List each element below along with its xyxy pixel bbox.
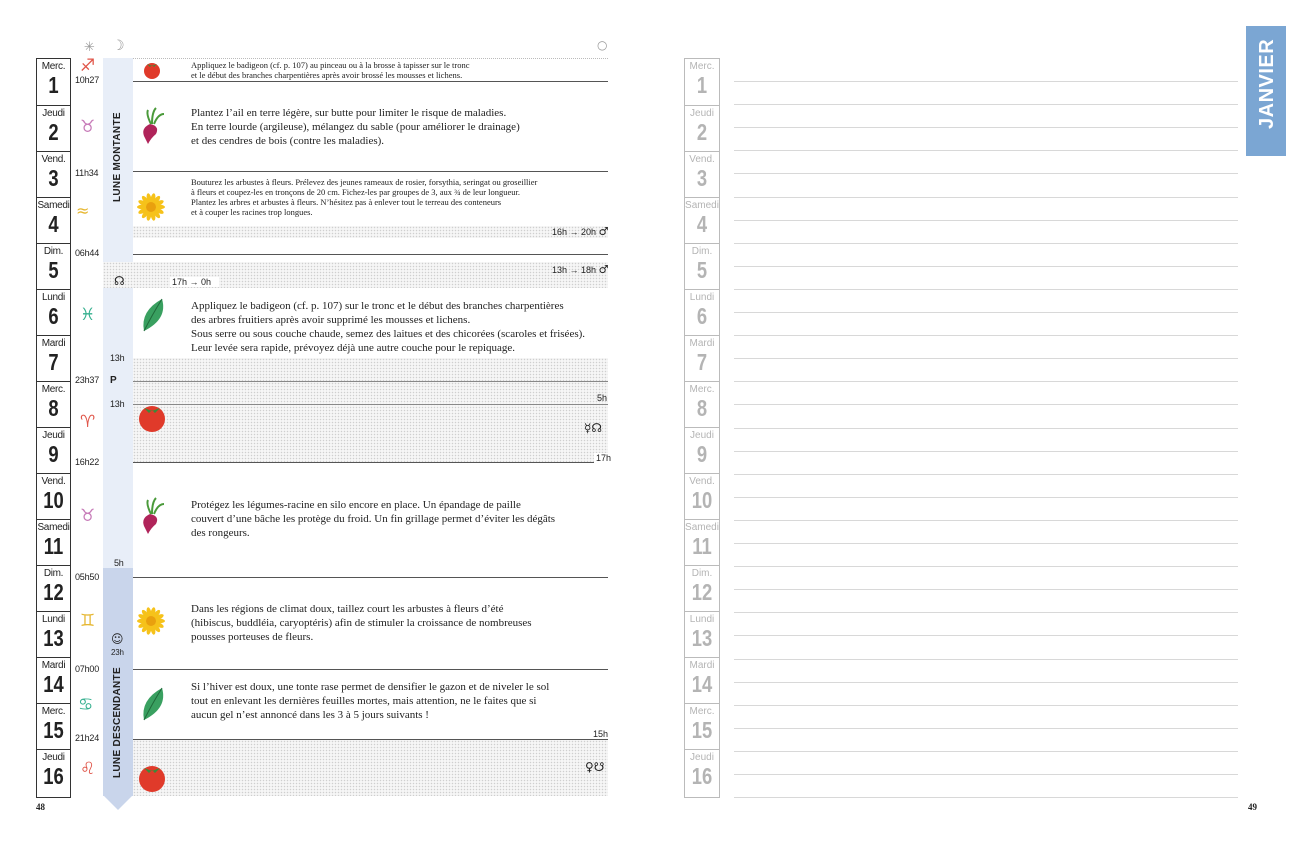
notes-day-cell: [685, 750, 719, 797]
beet-icon: [136, 104, 166, 144]
day-number: 6: [48, 303, 59, 329]
day-number: 10: [43, 487, 64, 513]
day-number: 2: [696, 119, 708, 145]
note-line[interactable]: [734, 104, 1238, 105]
day-name: Samedi: [685, 522, 719, 533]
note-line[interactable]: [734, 220, 1238, 221]
note-line[interactable]: [734, 335, 1238, 336]
pisces-icon: ♓: [80, 305, 96, 325]
advice-line: Appliquez le badigeon (cf. p. 107) au pinceau ou à la brosse à tapisser sur le tronc: [191, 60, 470, 70]
notes-day-cell: [685, 382, 719, 428]
moon-time-23: 23h: [111, 648, 124, 657]
note-line[interactable]: [734, 751, 1238, 752]
sagittarius-icon: ♐: [80, 56, 96, 76]
day-cell: [37, 428, 70, 474]
notes-day-cell: [685, 244, 719, 290]
note-line[interactable]: [734, 312, 1238, 313]
separator: [133, 254, 608, 255]
day-cell: [37, 152, 70, 198]
day-cell: [37, 244, 70, 290]
notes-day-cell: [685, 612, 719, 658]
advice-line: Dans les régions de climat doux, taillez court les arbustes à fleurs d’été: [191, 603, 504, 615]
advice-text-6: [191, 602, 532, 644]
advice-text-1: [191, 60, 470, 80]
day-number: 7: [48, 349, 59, 375]
day-name: Mardi: [41, 660, 66, 671]
day-name: Jeudi: [42, 752, 65, 763]
day-cell: [37, 382, 70, 428]
notes-day-cell: [685, 152, 719, 198]
day-name: Jeudi: [42, 108, 65, 119]
day-number: 14: [43, 671, 64, 697]
lunar-node-icon: ☊: [114, 274, 125, 288]
note-line[interactable]: [734, 728, 1238, 729]
advice-line: et le début des branches charpentières après avoir brossé les mousses et lichens.: [191, 70, 463, 80]
day-name: Mardi: [689, 660, 715, 671]
perigee-label: P: [110, 375, 117, 386]
advice-line: Plantez les arbres et arbustes à fleurs. N’hésitez pas à enlever tout le terreau des conteneurs: [191, 197, 502, 207]
day-name: Vend.: [41, 154, 66, 165]
period-label-6: 15h: [593, 729, 609, 739]
day-cell: [37, 704, 70, 750]
day-number: 8: [696, 395, 708, 421]
day-name: Merc.: [41, 384, 66, 395]
leo-icon: ♌: [80, 759, 96, 779]
day-cell: [37, 658, 70, 704]
day-number: 3: [48, 165, 59, 191]
advice-line: des arbres fruitiers après avoir supprimé les mousses et lichens.: [191, 314, 471, 326]
notes-day-cell: [685, 336, 719, 382]
tomato-icon: [142, 58, 162, 80]
day-name: Jeudi: [690, 752, 714, 763]
moon-time-13a: 13h: [110, 353, 125, 363]
day-number: 8: [48, 395, 59, 421]
day-name: Merc.: [41, 706, 66, 717]
day-name: Lundi: [42, 614, 65, 625]
leaf-icon: [138, 297, 168, 333]
advice-line: En terre lourde (argileuse), mélangez du sable (pour améliorer le drainage): [191, 121, 520, 133]
day-number: 11: [692, 533, 712, 559]
note-line[interactable]: [734, 81, 1238, 82]
day-name: Vend.: [689, 476, 715, 487]
venus-node-icon: ♀☋: [585, 760, 605, 774]
header-dotted-line: [133, 58, 608, 59]
day-name: Samedi: [685, 200, 719, 211]
day-name: Dim.: [43, 246, 64, 257]
flower-icon: [136, 606, 166, 636]
note-line[interactable]: [734, 497, 1238, 498]
day-number: 5: [48, 257, 59, 283]
advice-line: Leur levée sera rapide, prévoyez déjà une autre couche pour le repiquage.: [191, 342, 516, 354]
day-name: Lundi: [689, 614, 715, 625]
circle-icon: ○: [597, 38, 608, 52]
note-line[interactable]: [734, 289, 1238, 290]
advice-text-5: [191, 498, 555, 540]
advice-line: pousses porteuses de fleurs.: [191, 631, 314, 643]
day-name: Mardi: [689, 338, 715, 349]
advice-line: Bouturez les arbustes à fleurs. Prélevez des jeunes rameaux de rosier, forsythia, seringat ou groseillier: [191, 177, 538, 187]
month-tab: [1246, 26, 1286, 156]
day-number: 10: [691, 487, 713, 513]
leaf-icon: [138, 686, 168, 722]
separator: [133, 577, 608, 578]
advice-line: et à couper les racines trop longues.: [191, 207, 313, 217]
notes-day-cell: [685, 566, 719, 612]
notes-day-cell: [685, 106, 719, 152]
period-label-2: [552, 263, 608, 276]
separator: [133, 739, 608, 740]
notes-day-cell: [685, 290, 719, 336]
day-number: 13: [43, 625, 64, 651]
day-cell: [37, 336, 70, 382]
day-number: 9: [696, 441, 708, 467]
notes-day-cell: [685, 658, 719, 704]
advice-line: couvert d’une bâche les protège du froid. Un fin grillage permet d’éviter les dégâts: [191, 513, 556, 525]
day-name: Vend.: [689, 154, 715, 165]
moonrise-time-8: 21h24: [75, 733, 100, 743]
advice-line: à fleurs et coupez-les en tronçons de 20 cm. Fichez-les par groupes de 3, aux ¾ de leur longueur.: [191, 187, 521, 197]
day-name: Dim.: [691, 246, 713, 257]
day-number: 12: [43, 579, 64, 605]
moonrise-time-7: 07h00: [75, 664, 100, 674]
flower-icon: [136, 192, 166, 222]
day-number: 3: [696, 165, 708, 191]
day-name: Jeudi: [42, 430, 65, 441]
period-time: 16h → 20h: [552, 227, 597, 237]
mercury-node-icon: ☿☊: [584, 421, 603, 435]
advice-line: tout en enlevant les dernières feuilles mortes, mais attention, ne le faites que si: [191, 695, 537, 707]
note-line[interactable]: [734, 243, 1238, 244]
cancer-icon: ♋: [78, 695, 94, 715]
note-line[interactable]: [734, 358, 1238, 359]
day-number: 15: [43, 717, 64, 743]
separator: [133, 171, 608, 172]
day-number: 1: [48, 72, 59, 98]
note-line[interactable]: [734, 705, 1238, 706]
day-number: 13: [691, 625, 713, 651]
day-number: 4: [48, 211, 59, 237]
note-line[interactable]: [734, 451, 1238, 452]
note-line[interactable]: [734, 566, 1238, 567]
notes-day-cell: [685, 520, 719, 566]
day-name: Vend.: [41, 476, 66, 487]
dotted-zone-4: [133, 740, 608, 796]
advice-line: Protégez les légumes-racine en silo encore en place. Un épandage de paille: [191, 499, 521, 511]
notes-day-cell: [685, 59, 719, 106]
note-line[interactable]: [734, 150, 1238, 151]
day-name: Jeudi: [690, 108, 714, 119]
note-line[interactable]: [734, 266, 1238, 267]
advice-text-4: [191, 299, 585, 355]
note-line[interactable]: [734, 520, 1238, 521]
note-line[interactable]: [734, 428, 1238, 429]
advice-line: des rongeurs.: [191, 527, 250, 539]
moon-band-arrow-2: [103, 795, 133, 811]
advice-line: Si l’hiver est doux, une tonte rase permet de densifier le gazon et de niveler le sol: [191, 681, 550, 693]
moon-rising-label: LUNE MONTANTE: [112, 112, 123, 202]
day-cell: [37, 612, 70, 658]
day-cell: [37, 566, 70, 612]
moonrise-time-6: 05h50: [75, 572, 100, 582]
separator: [133, 404, 608, 405]
day-name: Merc.: [689, 61, 715, 72]
period-label-4: 5h: [597, 393, 608, 403]
day-name: Samedi: [37, 200, 70, 211]
day-name: Samedi: [37, 522, 70, 533]
advice-text-7: [191, 680, 549, 722]
sun-icon: ✳: [84, 40, 95, 55]
advice-line: Plantez l’ail en terre légère, sur butte pour limiter le risque de maladies.: [191, 107, 507, 119]
day-name: Mardi: [41, 338, 66, 349]
day-number: 16: [43, 763, 64, 789]
notes-day-cell: [685, 198, 719, 244]
note-line[interactable]: [734, 589, 1238, 590]
moon-time-5: 5h: [114, 558, 124, 568]
advice-line: (hibiscus, buddléia, caryoptéris) afin de stimuler la croissance de nombreuses: [191, 617, 532, 629]
day-name: Dim.: [43, 568, 64, 579]
day-name: Dim.: [691, 568, 713, 579]
day-cell: [37, 198, 70, 244]
advice-text-2: [191, 106, 520, 148]
month-label: JANVIER: [1256, 38, 1278, 129]
separator: [133, 669, 608, 670]
advice-text-3: [191, 177, 537, 217]
tomato-icon: [136, 400, 168, 434]
day-cell: [37, 290, 70, 336]
dotted-zone-1: [133, 226, 608, 238]
day-name: Merc.: [41, 61, 66, 72]
day-name: Jeudi: [690, 430, 714, 441]
day-name: Lundi: [42, 292, 65, 303]
moon-time-13b: 13h: [110, 399, 125, 409]
moon-icon: ☽: [112, 38, 125, 54]
advice-line: Appliquez le badigeon (cf. p. 107) sur le tronc et le début des branches charpentières: [191, 300, 564, 312]
day-column: [36, 58, 71, 798]
dotted-zone-3: [133, 358, 608, 462]
period-time: 13h → 18h: [552, 265, 597, 275]
mars-icon: ♂: [598, 263, 609, 276]
day-name: Lundi: [689, 292, 715, 303]
page-number-left: 48: [36, 802, 45, 812]
note-line[interactable]: [734, 197, 1238, 198]
day-number: 1: [696, 72, 708, 98]
note-line[interactable]: [734, 797, 1238, 798]
day-number: 14: [691, 671, 713, 697]
day-cell: [37, 520, 70, 566]
advice-line: Sous serre ou sous couche chaude, semez des laitues et des chicorées (scaroles et frisées).: [191, 328, 586, 340]
note-line[interactable]: [734, 659, 1238, 660]
note-line[interactable]: [734, 543, 1238, 544]
note-line[interactable]: [734, 612, 1238, 613]
note-line[interactable]: [734, 127, 1238, 128]
day-number: 5: [696, 257, 708, 283]
gemini-icon: ♊: [80, 611, 96, 631]
note-line[interactable]: [734, 682, 1238, 683]
note-line[interactable]: [734, 774, 1238, 775]
separator: [133, 462, 608, 463]
day-number: 6: [696, 303, 708, 329]
day-number: 15: [691, 717, 713, 743]
day-cell: [37, 474, 70, 520]
day-cell: [37, 106, 70, 152]
day-number: 7: [696, 349, 708, 375]
moonrise-time-3: 06h44: [75, 248, 100, 258]
period-label-1: [552, 225, 608, 238]
advice-line: aucun gel n’est annoncé dans les 3 à 5 jours suivants !: [191, 709, 429, 721]
period-label-3: 17h → 0h: [170, 277, 219, 287]
day-name: Merc.: [689, 706, 715, 717]
note-line[interactable]: [734, 404, 1238, 405]
tomato-icon: [136, 760, 168, 794]
day-number: 2: [48, 119, 59, 145]
day-number: 11: [43, 533, 64, 559]
page-number-right: 49: [1248, 802, 1257, 812]
day-number: 9: [48, 441, 59, 467]
moonrise-time-5: 16h22: [75, 457, 100, 467]
moonrise-time-2: 11h34: [75, 168, 99, 178]
separator: [133, 81, 608, 82]
taurus-icon: ♉: [80, 117, 96, 137]
note-line[interactable]: [734, 474, 1238, 475]
notes-day-column: [684, 58, 720, 798]
moonrise-time-1: 10h27: [75, 75, 100, 85]
day-cell: [37, 750, 70, 797]
day-cell: [37, 59, 70, 106]
full-moon-smile-icon: ☺: [111, 632, 124, 646]
moon-falling-label: LUNE DESCENDANTE: [112, 667, 123, 778]
beet-icon: [136, 494, 166, 534]
notes-day-cell: [685, 704, 719, 750]
notes-day-cell: [685, 428, 719, 474]
note-line[interactable]: [734, 381, 1238, 382]
note-line[interactable]: [734, 635, 1238, 636]
notes-day-cell: [685, 474, 719, 520]
note-line[interactable]: [734, 173, 1238, 174]
advice-line: et des cendres de bois (contre les maladies).: [191, 135, 385, 147]
day-number: 4: [696, 211, 708, 237]
aries-icon: ♈: [80, 412, 96, 432]
day-number: 12: [691, 579, 713, 605]
moonrise-time-4: 23h37: [75, 375, 100, 385]
taurus-icon-2: ♉: [80, 506, 96, 526]
aquarius-icon: ≈: [76, 201, 90, 220]
day-number: 16: [691, 763, 713, 789]
day-name: Merc.: [689, 384, 715, 395]
period-label-5: 17h: [596, 453, 612, 463]
separator: [133, 381, 608, 382]
mars-icon: ♂: [598, 225, 609, 238]
